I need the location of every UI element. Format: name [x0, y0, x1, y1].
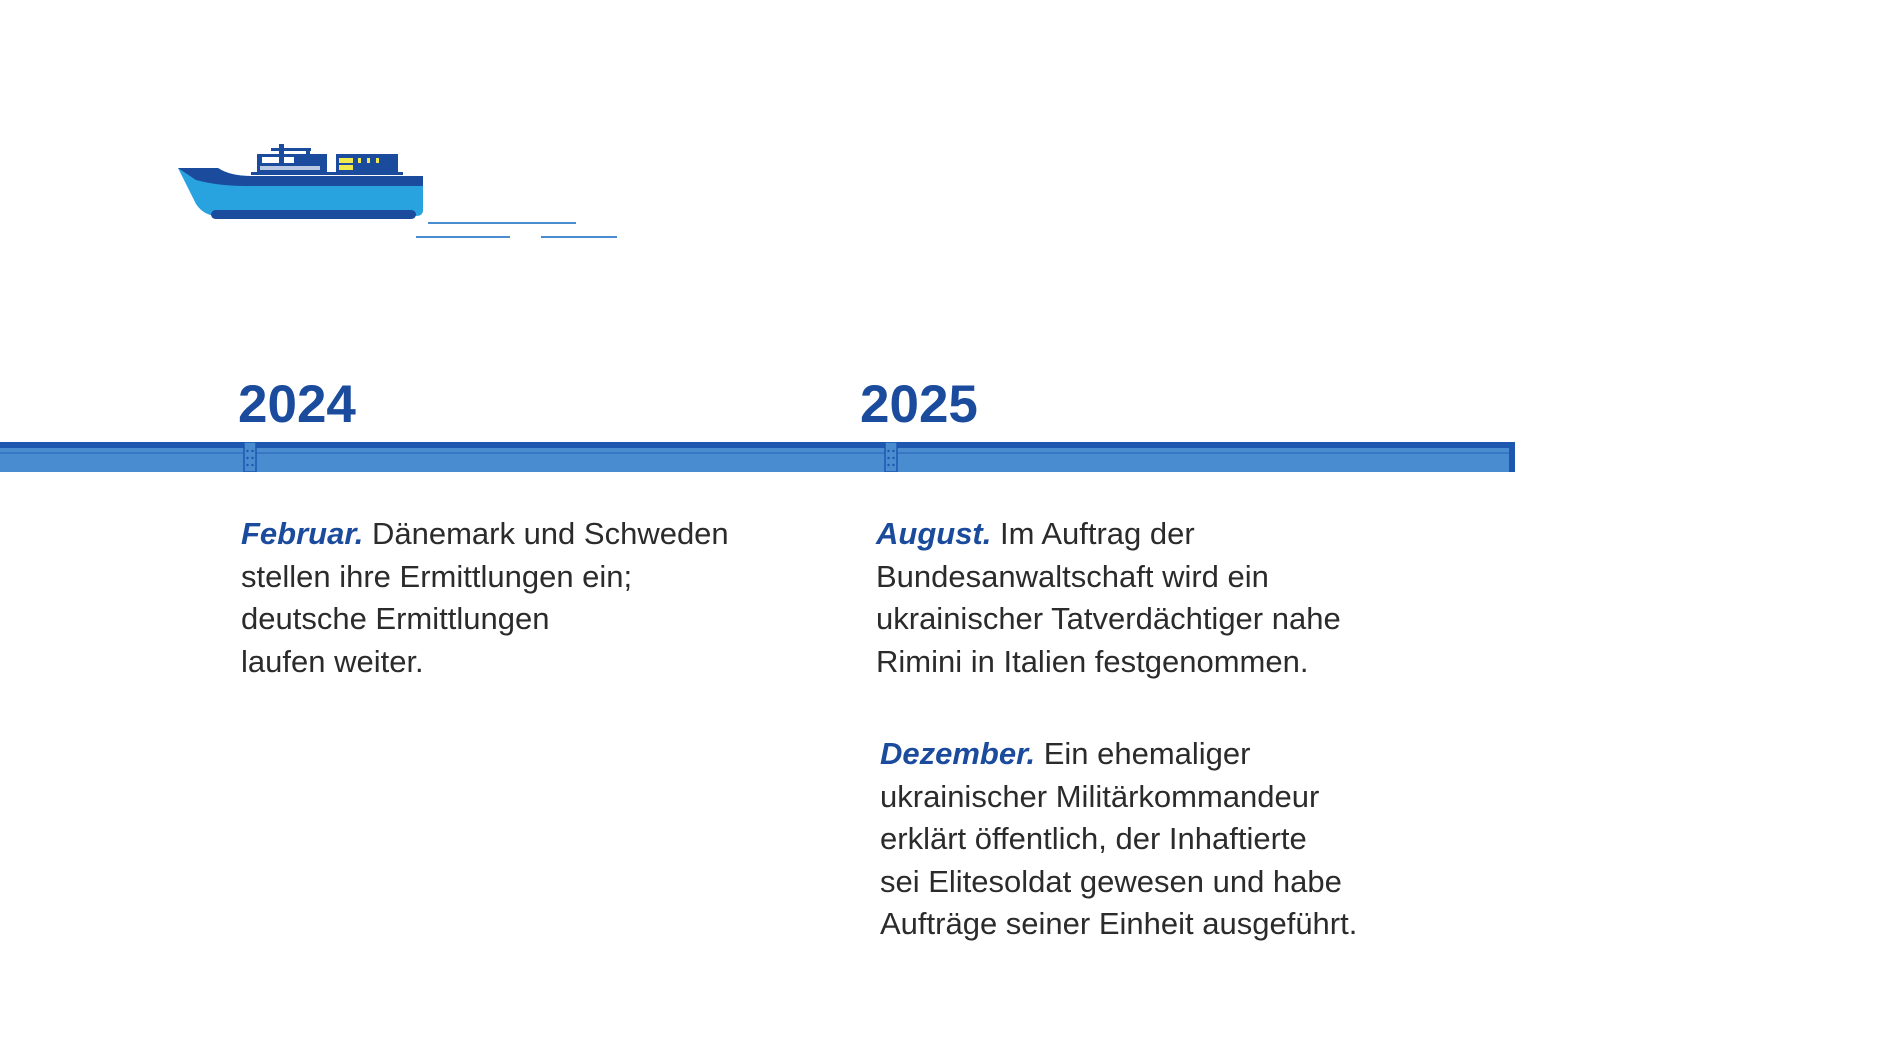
- event-text-line: Im Auftrag der: [1000, 516, 1195, 551]
- event-text-line: erklärt öffentlich, der Inhaftierte: [880, 821, 1307, 856]
- cargo-ship-icon: [178, 140, 618, 240]
- event-text-line: sei Elitesoldat gewesen und habe: [880, 863, 1342, 899]
- event-text-line: laufen weiter.: [241, 643, 424, 679]
- event-text-line: stellen ihre Ermittlungen ein;: [241, 558, 633, 594]
- timeline-end-cap: [1509, 442, 1515, 472]
- event-month: August.: [876, 516, 992, 551]
- event-text-line: Aufträge seiner Einheit ausgeführt.: [880, 906, 1358, 941]
- event-text-line: Bundesanwaltschaft wird ein: [876, 558, 1269, 594]
- event-text-line: Ein ehemaliger: [1043, 736, 1251, 771]
- event-text-line: ukrainischer Militärkommandeur: [880, 778, 1320, 814]
- timeline-joint-2024: [244, 442, 256, 472]
- event-text-line: deutsche Ermittlungen: [241, 601, 550, 636]
- event-month: Dezember.: [880, 736, 1036, 771]
- year-label-2025: 2025: [860, 375, 978, 434]
- event-text-line: Rimini in Italien festgenommen.: [876, 643, 1309, 679]
- event-februar: [241, 513, 729, 683]
- event-dezember: [880, 733, 1358, 946]
- year-label-2024: 2024: [238, 375, 356, 434]
- timeline-bar: [0, 442, 1515, 472]
- event-text-line: ukrainischer Tatverdächtiger nahe: [876, 601, 1341, 636]
- event-month: Februar.: [241, 516, 364, 551]
- event-august: [876, 513, 1346, 683]
- event-text-line: Dänemark und Schweden: [371, 516, 729, 551]
- timeline-joint-2025: [885, 442, 897, 472]
